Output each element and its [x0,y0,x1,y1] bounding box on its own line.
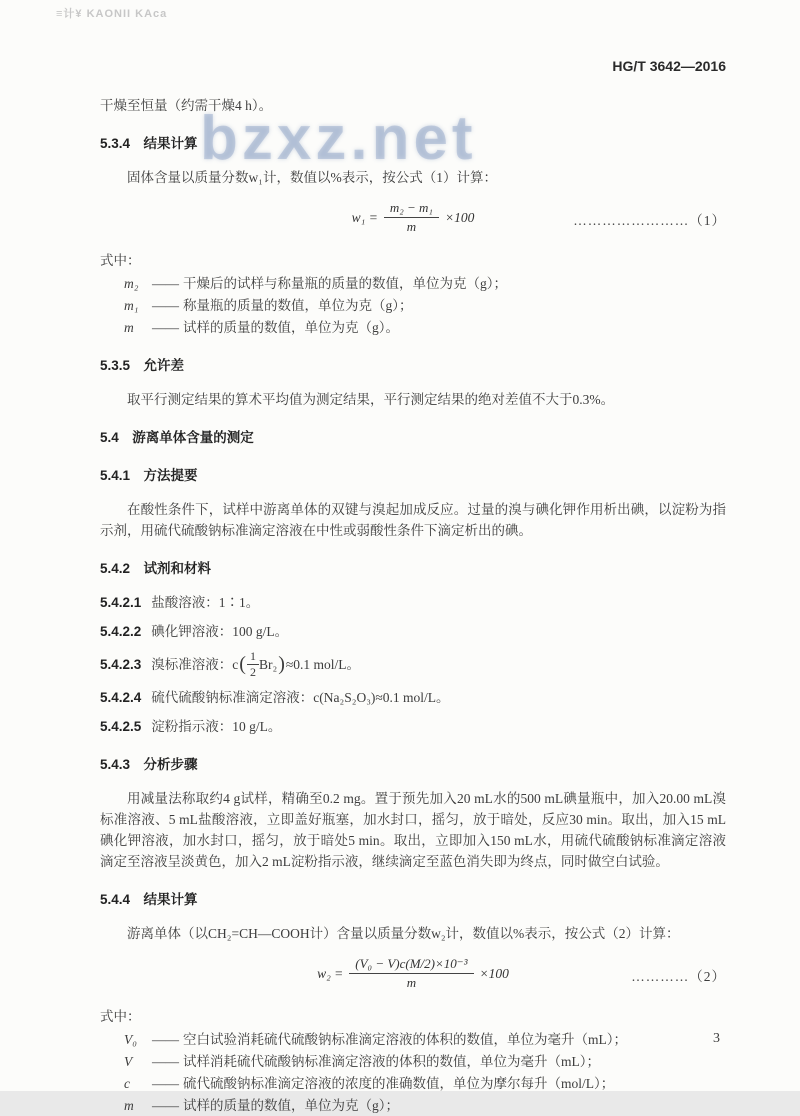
reagent-text: 淀粉指示液：10 g/L。 [151,719,282,734]
definition-text: 称量瓶的质量的数值，单位为克（g）； [183,298,413,313]
heading-5-4-4: 5.4.4 结果计算 [100,892,198,907]
paragraph-procedure: 用减量法称取约4 g试样，精确至0.2 mg。置于预先加入20 mL水的500 mL碘量瓶中，加入20.00 mL溴标准溶液、5 mL盐酸溶液，立即盖好瓶塞，加水封口，摇匀，放于暗处，反应30 min。取出，加入15 mL碘化钾溶液，加水封口，摇匀，放于暗处5 min。取出，立即加入150 mL水，用硫代硫酸钠标准滴定溶液滴定至溶液呈淡黄色，加入2 mL淀粉指示液，继续滴定至蓝色消失即为终点，同时做空白试验。 [100,791,726,869]
formula-2-multiplier: ×100 [479,966,509,981]
definition-text: 硫代硫酸钠标准滴定溶液的浓度的准确数值，单位为摩尔每升（mol/L）； [183,1076,615,1091]
definition-text: 试样消耗硫代硫酸钠标准滴定溶液的体积的数值，单位为毫升（mL）； [183,1054,600,1069]
definition-dash: —— [152,1032,179,1047]
symbol: V₀ [124,1032,137,1047]
heading-5-4: 5.4 游离单体含量的测定 [100,430,254,445]
definition-m1 [100,295,726,316]
symbol: m [124,320,134,335]
formula-1-number: ……………………（1） [573,213,726,228]
open-paren: ( [239,653,246,675]
definition-m-2 [100,1095,726,1116]
paragraph-tolerance: 取平行测定结果的算术平均值为测定结果，平行测定结果的绝对差值不大于0.3%。 [127,392,615,407]
doc-number: HG/T 3642—2016 [612,58,726,74]
reagent-5-4-2-2 [100,621,726,642]
heading-5-4-2: 5.4.2 试剂和材料 [100,561,212,576]
symbol: m₁ [124,298,139,313]
fraction [349,956,473,991]
reagent-text-mid: Br₂ [258,657,278,672]
paragraph-solid-content: 固体含量以质量分数w₁计，数值以%表示，按公式（1）计算： [127,170,497,185]
formula-2-expression [317,956,509,991]
paragraph-method-summary: 在酸性条件下，试样中游离单体的双键与溴起加成反应。过量的溴与碘化钾作用析出碘，以淀粉为指示剂，用硫代硫酸钠标准滴定溶液在中性或弱酸性条件下滴定析出的碘。 [100,502,726,538]
formula-1-multiplier: ×100 [444,210,475,225]
heading-5-4-1: 5.4.1 方法提要 [100,468,198,483]
definition-v0 [100,1029,726,1050]
reagent-5-4-2-5 [100,716,726,737]
definition-text: 试样的质量的数值，单位为克（g）。 [183,320,399,335]
formula-2-number: …………（2） [631,969,726,984]
reagent-text: 硫代硫酸钠标准滴定溶液：c(Na₂S₂O₃)≈0.1 mol/L。 [151,690,450,705]
formula-1 [100,200,726,240]
definition-text: 空白试验消耗硫代硫酸钠标准滴定溶液的体积的数值，单位为毫升（mL）； [183,1032,627,1047]
close-paren: ) [278,653,285,675]
where-label-1: 式中： [100,253,141,268]
definition-m2 [100,273,726,294]
fraction-denominator: 2 [249,665,256,679]
definition-dash: —— [152,276,179,291]
symbol: m [124,1098,134,1113]
reagent-text: 碘化钾溶液：100 g/L。 [151,624,289,639]
fraction-numerator: (V₀ − V)c(M/2)×10⁻³ [349,956,473,974]
definition-m [100,317,726,338]
definition-text: 干燥后的试样与称量瓶的质量的数值，单位为克（g）； [183,276,507,291]
definition-dash: —— [152,1098,179,1113]
fraction-denominator: m [406,219,417,234]
clause-number: 5.4.2.1 [100,595,142,610]
fraction-numerator: 1 [247,650,259,665]
definition-dash: —— [152,1054,179,1069]
clause-number: 5.4.2.5 [100,719,142,734]
definition-v [100,1051,726,1072]
definition-dash: —— [152,320,179,335]
definition-dash: —— [152,298,179,313]
where-label-2: 式中： [100,1009,141,1024]
formula-2-lhs: w₂ = [317,966,344,981]
watermark-logo: ≡计¥ KAONII KAca [56,8,168,20]
heading-5-3-4: 5.3.4 结果计算 [100,136,198,151]
symbol: m₂ [124,276,139,291]
reagent-text: 盐酸溶液：1∶1。 [151,595,260,610]
reagent-text-tail: ≈0.1 mol/L。 [285,657,361,672]
clause-number: 5.4.2.2 [100,624,142,639]
heading-5-4-3: 5.4.3 分析步骤 [100,757,198,772]
symbol: c [124,1076,130,1091]
reagent-5-4-2-1 [100,592,726,613]
clause-number: 5.4.2.4 [100,690,142,705]
paragraph-drying: 干燥至恒量（约需干燥4 h）。 [100,98,273,113]
symbol: V [124,1054,133,1069]
heading-5-3-5: 5.3.5 允许差 [100,358,185,373]
fraction [247,650,259,679]
reagent-text-pre: 溴标准溶液：c [151,657,239,672]
reagent-5-4-2-4 [100,687,726,708]
formula-1-lhs: w₁ = [351,210,378,225]
clause-number: 5.4.2.3 [100,657,142,672]
page-number: 3 [713,1031,720,1046]
watermark-bzxz: bzxz.net [200,104,477,173]
definition-text: 试样的质量的数值，单位为克（g）； [183,1098,399,1113]
paragraph-free-monomer: 游离单体（以CH₂=CH—COOH计）含量以质量分数w₂计，数值以%表示，按公式（2）计算： [127,926,680,941]
fraction [384,200,439,235]
fraction-numerator: m₂ − m₁ [384,200,439,218]
reagent-5-4-2-3 [100,650,726,679]
formula-1-expression [352,200,475,235]
formula-2 [100,956,726,996]
definition-dash: —— [152,1076,179,1091]
fraction-denominator: m [406,975,417,990]
